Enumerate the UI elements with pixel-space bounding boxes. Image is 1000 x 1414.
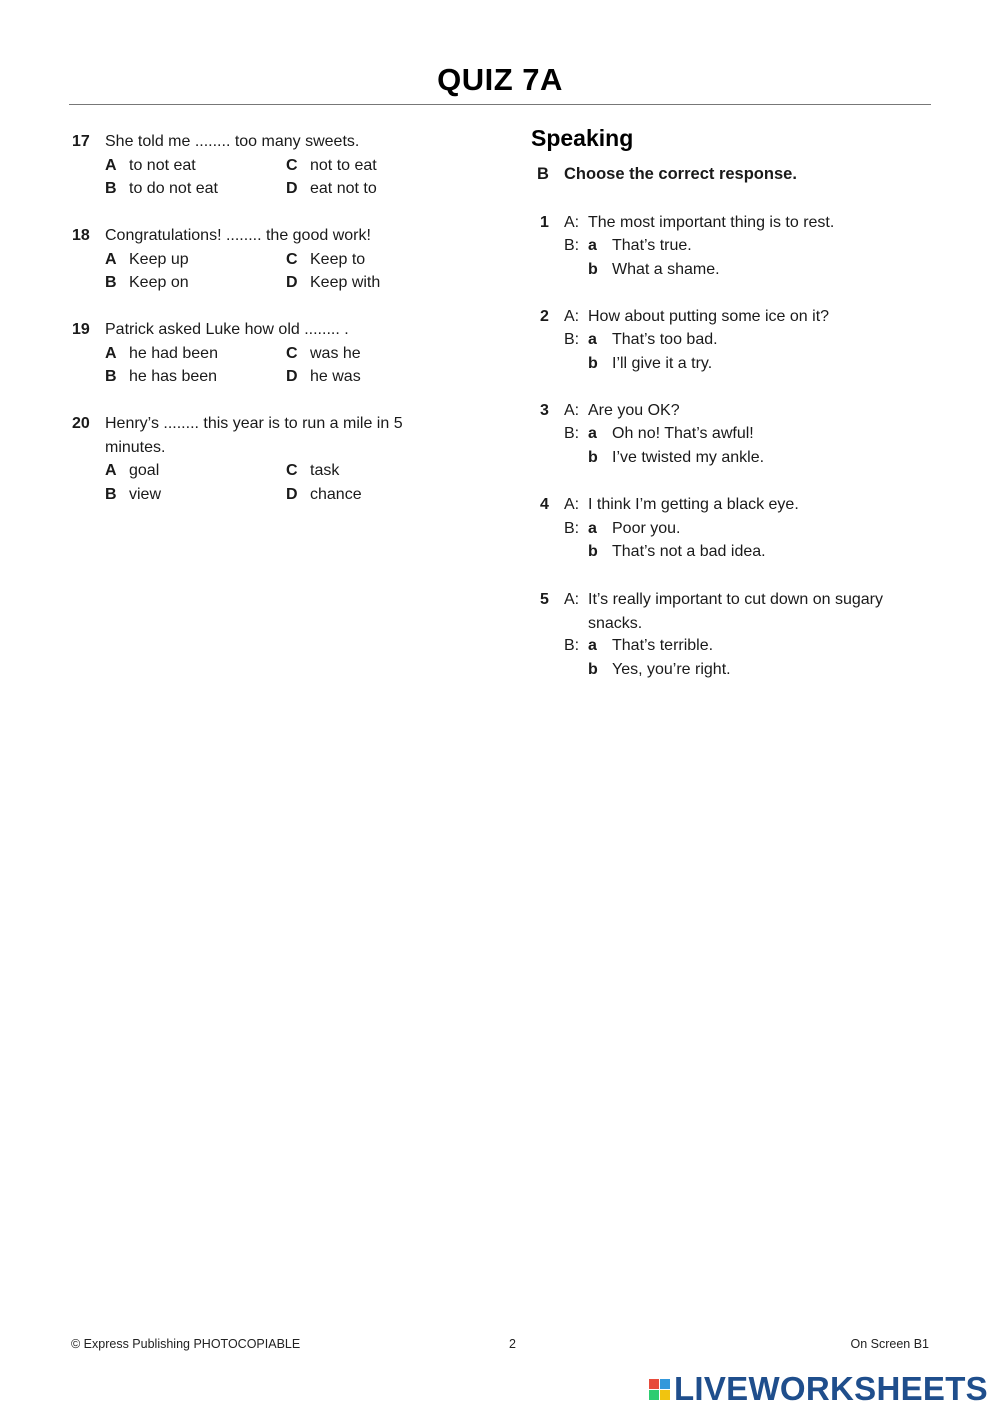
response-a[interactable] (564, 517, 680, 541)
logo-tile (649, 1379, 659, 1389)
item-number: 3 (540, 402, 549, 419)
response-b[interactable] (588, 446, 764, 470)
speaker-a-label: A: (564, 214, 580, 231)
option-d[interactable] (286, 365, 361, 389)
option-letter: B (105, 486, 117, 503)
speaking-item-1 (540, 211, 920, 235)
option-text: he was (310, 368, 361, 385)
speaker-a-label: A: (564, 402, 580, 419)
item-number: 5 (540, 591, 549, 608)
response-text: Poor you. (612, 520, 681, 537)
option-text: he has been (129, 368, 218, 385)
option-letter: B (105, 368, 117, 385)
option-d[interactable] (286, 271, 380, 295)
response-letter: a (588, 425, 597, 442)
speaking-instruction (537, 165, 797, 184)
logo-tiles (649, 1379, 670, 1400)
instruction-letter: B (537, 165, 549, 183)
option-text: he had been (129, 345, 218, 362)
response-letter: b (588, 543, 598, 560)
option-letter: B (105, 274, 117, 291)
response-b[interactable] (588, 352, 712, 376)
option-letter: C (286, 157, 298, 174)
option-text: Keep on (129, 274, 189, 291)
page-title: QUIZ 7A (437, 62, 563, 97)
response-text: That’s terrible. (612, 637, 714, 654)
question-stem: Congratulations! ........ the good work! (105, 227, 371, 244)
question-number: 18 (72, 227, 90, 244)
option-d[interactable] (286, 177, 377, 201)
question-stem: She told me ........ too many sweets. (105, 133, 360, 150)
response-text: Oh no! That’s awful! (612, 425, 754, 442)
option-letter: C (286, 462, 298, 479)
response-text: That’s not a bad idea. (612, 543, 766, 560)
logo-tile (660, 1390, 670, 1400)
speaker-a-label: A: (564, 591, 580, 608)
option-letter: A (105, 251, 117, 268)
option-letter: A (105, 345, 117, 362)
speaker-a-label: A: (564, 308, 580, 325)
speaker-b-label: B: (564, 520, 580, 537)
response-letter: b (588, 355, 598, 372)
question-stem: Patrick asked Luke how old ........ . (105, 321, 349, 338)
option-text: view (129, 486, 162, 503)
response-letter: a (588, 520, 597, 537)
response-text: What a shame. (612, 261, 720, 278)
response-a[interactable] (564, 328, 718, 352)
section-heading-speaking: Speaking (531, 125, 634, 151)
option-text: Keep up (129, 251, 189, 268)
option-letter: D (286, 368, 298, 385)
option-letter: C (286, 345, 298, 362)
instruction-text: Choose the correct response. (564, 165, 797, 183)
logo-tile (660, 1379, 670, 1389)
option-text: eat not to (310, 180, 377, 197)
response-letter: b (588, 261, 598, 278)
option-b[interactable] (105, 271, 189, 295)
item-prompt: How about putting some ice on it? (588, 308, 830, 325)
item-prompt: It’s really important to cut down on sugary snacks. (588, 591, 883, 632)
speaker-b-label: B: (564, 331, 580, 348)
option-c[interactable] (286, 342, 361, 366)
option-text: goal (129, 462, 160, 479)
item-prompt: The most important thing is to rest. (588, 214, 835, 231)
option-c[interactable] (286, 248, 365, 272)
option-a[interactable] (105, 342, 218, 366)
speaking-item-3 (540, 399, 920, 423)
liveworksheets-logo (649, 1371, 988, 1407)
option-text: task (310, 462, 340, 479)
response-letter: a (588, 331, 597, 348)
question-number: 20 (72, 415, 90, 432)
item-prompt: Are you OK? (588, 402, 680, 419)
header-divider (69, 104, 931, 105)
question-number: 19 (72, 321, 90, 338)
response-letter: a (588, 637, 597, 654)
speaker-b-label: B: (564, 425, 580, 442)
response-b[interactable] (588, 540, 766, 564)
logo-tile (649, 1390, 659, 1400)
question-19 (72, 318, 432, 342)
item-prompt: I think I’m getting a black eye. (588, 496, 799, 513)
logo-wordmark: LIVEWORKSHEETS (673, 1370, 988, 1407)
option-text: to do not eat (129, 180, 218, 197)
response-text: I’ll give it a try. (612, 355, 713, 372)
option-letter: D (286, 486, 298, 503)
question-18 (72, 224, 432, 248)
option-d[interactable] (286, 483, 362, 507)
item-number: 1 (540, 214, 549, 231)
option-text: to not eat (129, 157, 196, 174)
option-text: was he (310, 345, 361, 362)
footer-page-number: 2 (509, 1337, 516, 1351)
response-text: I’ve twisted my ankle. (612, 449, 765, 466)
response-letter: a (588, 237, 597, 254)
response-a[interactable] (564, 634, 713, 658)
speaker-a-label: A: (564, 496, 580, 513)
response-a[interactable] (564, 234, 692, 258)
option-b[interactable] (105, 177, 218, 201)
response-letter: b (588, 449, 598, 466)
option-letter: B (105, 180, 117, 197)
option-text: Keep with (310, 274, 381, 291)
response-b[interactable] (588, 258, 720, 282)
response-text: Yes, you’re right. (612, 661, 731, 678)
speaking-item-4 (540, 493, 920, 517)
option-b[interactable] (105, 365, 217, 389)
option-text: Keep to (310, 251, 366, 268)
speaking-item-5 (540, 588, 920, 635)
option-letter: C (286, 251, 298, 268)
option-letter: D (286, 180, 298, 197)
question-number: 17 (72, 133, 90, 150)
response-text: That’s too bad. (612, 331, 718, 348)
option-c[interactable] (286, 154, 377, 178)
speaker-b-label: B: (564, 637, 580, 654)
option-b[interactable] (105, 483, 161, 507)
response-text: That’s true. (612, 237, 692, 254)
option-a[interactable] (105, 154, 196, 178)
item-number: 4 (540, 496, 549, 513)
speaking-item-2 (540, 305, 920, 329)
footer-copyright: © Express Publishing PHOTOCOPIABLE (71, 1337, 301, 1351)
item-number: 2 (540, 308, 549, 325)
option-a[interactable] (105, 459, 159, 483)
option-a[interactable] (105, 248, 189, 272)
option-c[interactable] (286, 459, 339, 483)
question-17 (72, 130, 432, 154)
question-stem: Henry’s ........ this year is to run a mile in 5 minutes. (105, 415, 403, 456)
footer-book-title: On Screen B1 (850, 1337, 929, 1351)
option-letter: D (286, 274, 298, 291)
option-text: chance (310, 486, 362, 503)
option-letter: A (105, 157, 117, 174)
question-20 (72, 412, 432, 459)
response-a[interactable] (564, 422, 754, 446)
option-letter: A (105, 462, 117, 479)
response-letter: b (588, 661, 598, 678)
option-text: not to eat (310, 157, 377, 174)
response-b[interactable] (588, 658, 731, 682)
speaker-b-label: B: (564, 237, 580, 254)
